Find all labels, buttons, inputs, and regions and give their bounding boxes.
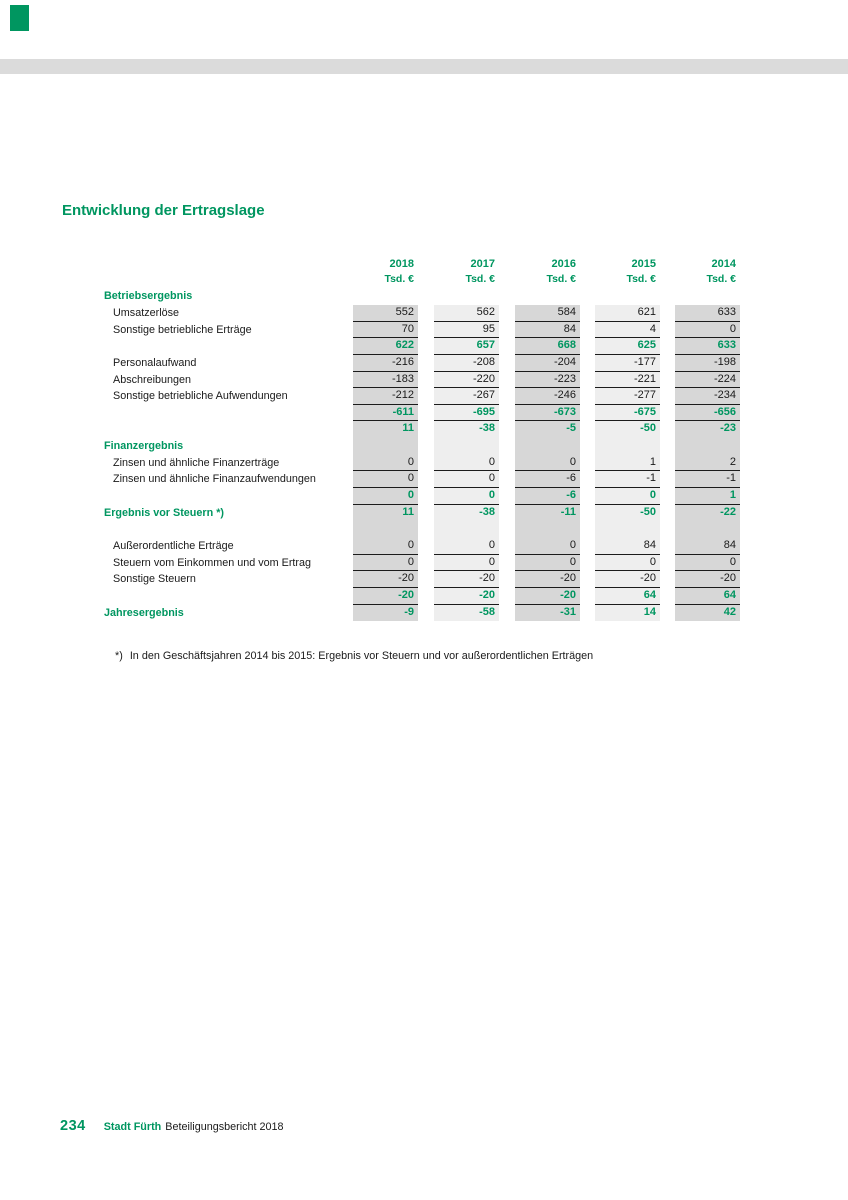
table-row [104,571,744,588]
table-row [104,372,744,389]
table-row [104,588,744,605]
column-header-2015 [595,257,660,287]
value-cell: -20 [353,571,418,588]
row-label: Sonstige Steuern [113,573,196,586]
value-cell: 84 [595,538,660,555]
unit-label: Tsd. € [706,273,736,285]
value-cell: -50 [640,422,656,435]
value-cell: -58 [479,605,495,618]
value-cell: -673 [515,405,580,422]
table-row [104,455,744,472]
value-cell: -223 [515,372,580,389]
row-label: Steuern vom Einkommen und vom Ertrag [113,556,312,569]
value-cell: -212 [353,388,418,405]
value-cell: 0 [353,555,418,572]
value-cell: 14 [643,605,656,618]
value-cell: -1 [675,471,740,488]
page-title: Entwicklung der Ertragslage [62,202,265,219]
value-cell: 584 [515,305,580,322]
value-cell: -656 [675,405,740,422]
year-label: 2016 [551,258,576,270]
value-cell: 0 [353,471,418,488]
value-cell: 64 [675,588,740,605]
footnote [115,650,593,662]
value-cell: 11 [402,422,414,435]
value-cell: 0 [434,455,499,472]
row-label: Umsatzerlöse [113,307,179,319]
value-cell: 633 [675,338,740,355]
value-cell: -20 [434,588,499,605]
section-label-betriebsergebnis: Betriebsergebnis [104,290,193,302]
spacer-row [104,521,744,538]
value-cell: 0 [515,555,580,572]
value-cell: -216 [353,355,418,372]
value-cell: -208 [434,355,499,372]
value-cell: 0 [434,488,499,505]
unit-label: Tsd. € [384,273,414,285]
value-cell: 562 [434,305,499,322]
value-cell: 0 [515,455,580,472]
footnote-marker: *) [115,650,123,662]
value-cell: -23 [720,422,736,435]
value-cell: -611 [353,405,418,422]
value-cell: -20 [675,571,740,588]
value-cell: -20 [515,588,580,605]
value-cell: 1 [595,455,660,472]
value-cell: 2 [675,455,740,472]
value-cell: 0 [353,488,418,505]
year-label: 2014 [711,258,736,270]
row-label: Personalaufwand [113,356,197,369]
unit-label: Tsd. € [626,273,656,285]
value-cell: 625 [595,338,660,355]
value-cell: -38 [479,505,495,518]
value-cell: -695 [434,405,499,422]
value-cell: 0 [595,555,660,572]
unit-label: Tsd. € [465,273,495,285]
value-cell: -50 [640,505,656,518]
row-label: Finanzergebnis [104,440,184,453]
value-cell: -5 [566,422,576,435]
value-cell: 42 [723,605,736,618]
value-cell: -22 [720,505,736,518]
year-label: 2017 [470,258,495,270]
value-cell: -204 [515,355,580,372]
column-header-2018 [353,257,418,287]
table-row [104,405,744,422]
value-cell: 84 [675,538,740,555]
value-cell: -234 [675,388,740,405]
row-label: Abschreibungen [113,373,192,386]
value-cell: -20 [353,588,418,605]
table-row [104,471,744,488]
table-row [104,388,744,405]
row-label: Sonstige betriebliche Aufwendungen [113,390,288,403]
value-cell: -9 [404,605,414,618]
table-row [104,555,744,572]
value-cell: 622 [353,338,418,355]
value-cell: -1 [595,471,660,488]
value-cell: 657 [434,338,499,355]
row-label: Sonstige betriebliche Erträge [113,323,252,336]
page-footer [60,1118,284,1134]
column-header-2014 [675,257,740,287]
value-cell: 552 [353,305,418,322]
column-header-2017 [434,257,499,287]
value-cell: 70 [353,322,418,339]
row-label: Zinsen und ähnliche Finanzerträge [113,456,280,469]
value-cell: -198 [675,355,740,372]
row-label: Jahresergebnis [104,606,184,619]
value-cell: -20 [434,571,499,588]
footnote-text: In den Geschäftsjahren 2014 bis 2015: Ergebnis vor Steuern und vor außerordentlichen Erträgen [129,650,594,662]
value-cell: 1 [675,488,740,505]
value-cell: 95 [434,322,499,339]
page-number: 234 [60,1118,86,1134]
year-label: 2015 [631,258,656,270]
value-cell: -31 [560,605,576,618]
value-cell: -6 [515,471,580,488]
value-cell: 0 [515,538,580,555]
table-row [104,538,744,555]
value-cell: 0 [434,555,499,572]
column-header-2016 [515,257,580,287]
unit-label: Tsd. € [546,273,576,285]
value-cell: 633 [675,305,740,322]
value-cell: -177 [595,355,660,372]
value-cell: -20 [515,571,580,588]
value-cell: -221 [595,372,660,389]
value-cell: 0 [595,488,660,505]
value-cell: 621 [595,305,660,322]
value-cell: -38 [479,422,495,435]
page-edge-tab [10,5,29,31]
value-cell: 668 [515,338,580,355]
value-cell: -6 [515,488,580,505]
value-cell: -183 [353,372,418,389]
value-cell: 0 [434,538,499,555]
table-row [104,605,744,622]
value-cell: 0 [675,555,740,572]
table-row [104,505,744,522]
value-cell: -246 [515,388,580,405]
value-cell: 84 [515,322,580,339]
value-cell: -277 [595,388,660,405]
table-row [104,438,744,455]
year-label: 2018 [389,258,414,270]
row-label: Außerordentliche Erträge [113,539,234,552]
value-cell: 11 [402,505,414,518]
table-row [104,488,744,505]
table-row [104,421,744,438]
value-cell: -220 [434,372,499,389]
row-label: Zinsen und ähnliche Finanzaufwendungen [113,473,316,486]
value-cell: 0 [353,455,418,472]
row-label: Ergebnis vor Steuern *) [104,506,224,519]
table-row [104,305,744,322]
value-cell: -20 [595,571,660,588]
value-cell: -675 [595,405,660,422]
value-cell: 64 [595,588,660,605]
value-cell: 4 [595,322,660,339]
value-cell: 0 [434,471,499,488]
value-cell: -11 [560,505,576,518]
header-bar [0,59,848,74]
value-cell: -224 [675,372,740,389]
value-cell: -267 [434,388,499,405]
value-cell: 0 [675,322,740,339]
table-row [104,322,744,339]
value-cell: 0 [353,538,418,555]
footer-brand-bold: Stadt Fürth [103,1121,162,1133]
income-statement-table [104,305,744,622]
table-row [104,338,744,355]
table-row [104,355,744,372]
footer-brand-rest: Beteiligungsbericht 2018 [165,1121,284,1133]
